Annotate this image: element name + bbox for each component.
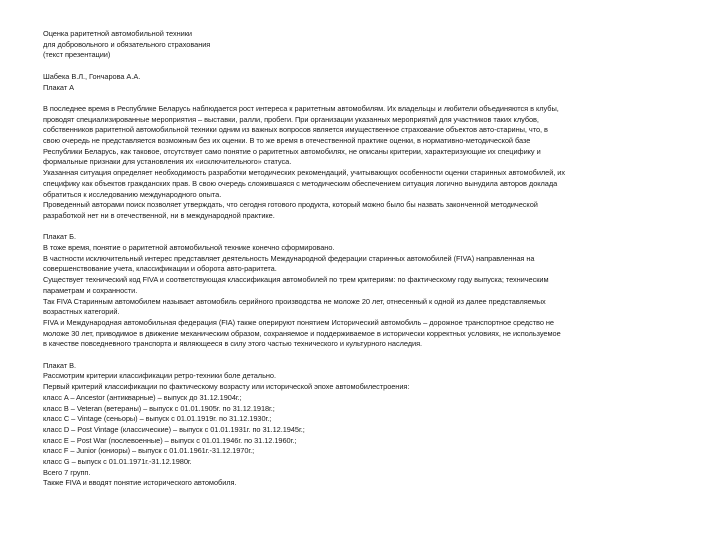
paragraph-line: Проведенный авторами поиск позволяет утверждать, что сегодня готового продукта, который можно было бы назвать законченной методической xyxy=(43,200,538,210)
title-line: Оценка раритетной автомобильной техники xyxy=(43,29,192,38)
class-list-item: класс F – Junior (юниоры) – выпуск с 01.01.1961г.-31.12.1970г.; xyxy=(43,446,255,456)
paragraph-line: FIVA и Международная автомобильная федерация (FIA) также оперируют понятием Исторический автомобиль – дорожное транспортное средство не xyxy=(43,317,554,327)
paragraph-line: Республики Беларусь, как таковое, отсутствует само понятие о раритетных автомобилях, не описаны критерии, характеризующие их специфику и xyxy=(43,146,541,156)
paragraph-line: Первый критерий классификации по фактическому возрасту или исторической эпохе автомобилестроения: xyxy=(43,382,410,392)
paragraph-line: совершенствование учета, классификации и оборота авто-раритета. xyxy=(43,264,277,274)
paragraph-line: Существует технический код FIVA и соответствующая классификация автомобилей по трем критериям: по фактическому году выпуска; техническим xyxy=(43,275,549,285)
paragraph-line: специфику как объектов гражданских прав. В свою очередь сложившаяся с методическим обеспечением ситуация логично вынудила авторов доклада xyxy=(43,178,558,188)
title-block xyxy=(43,29,675,61)
paragraph-line: формальные признаки для установления их «исключительного» статуса. xyxy=(43,157,292,167)
poster-a-heading: Плакат А xyxy=(43,82,75,92)
title-line: (текст презентации) xyxy=(43,50,111,60)
paragraph-line: собственников раритетной автомобильной техники одним из важных вопросов является имущественное страхование объектов авто-старины, что, в xyxy=(43,125,548,135)
paragraph-line: обратиться к исследованию международного опыта. xyxy=(43,189,222,199)
paragraph-line: Так FIVA Старинным автомобилем называет автомобиль серийного производства не моложе 20 лет, отнесенный к одной из далее представляемых xyxy=(43,296,546,306)
paragraph-line: моложе 30 лет, приводимое в движение механическим образом, сохраняемое и поддерживаемое в исторически корректных условиях, не используемое xyxy=(43,328,561,338)
paragraph-line: в качестве повседневного транспорта и являющееся в силу этого частью технического и культурного наследия. xyxy=(43,339,423,349)
paragraph-line: проводят специализированные мероприятия – выставки, ралли, пробеги. При организации указанных мероприятий для участников таких клубов, xyxy=(43,114,539,124)
paragraph-line: В тоже время, понятие о раритетной автомобильной технике конечно сформировано. xyxy=(43,243,335,253)
paragraph-line: Также FIVA и вводят понятие исторического автомобиля. xyxy=(43,478,237,488)
class-list-item: класс E – Post War (послевоенные) – выпуск с 01.01.1946г. по 31.12.1960г.; xyxy=(43,435,297,445)
class-list-item: класс A – Ancestor (антикварные) – выпуск до 31.12.1904г.; xyxy=(43,392,242,402)
paragraph-line: свою очередь не представляется возможным без их оценки. В то же время в отечественной практике оценки, в нормативно-методической базе xyxy=(43,136,531,145)
poster-v-heading: Плакат В. xyxy=(43,360,77,370)
document-page xyxy=(43,29,675,489)
paragraph-line: разработкой нет ни в отечественной, ни в международной практике. xyxy=(43,210,275,220)
class-list-item: класс D – Post Vintage (классические) – выпуск с 01.01.1931г. по 31.12.1945г.; xyxy=(43,424,305,434)
paragraph-line: возрастных категорий. xyxy=(43,307,120,317)
authors-block xyxy=(43,72,675,93)
paragraph-line: В последнее время в Республике Беларусь наблюдается рост интереса к раритетным автомобилям. Их владельцы и любители объединяются в клубы, xyxy=(43,103,559,113)
paragraph-line: Рассмотрим критерии классификации ретро-техники боле детально. xyxy=(43,371,276,381)
class-list-item: класс C – Vintage (сеньоры) – выпуск с 01.01.1919г. по 31.12.1930г.; xyxy=(43,414,272,424)
paragraph-line: Всего 7 групп. xyxy=(43,467,91,477)
paragraph-line: Указанная ситуация определяет необходимость разработки методических рекомендаций, учитывающих особенности оценки старинных автомобилей, их xyxy=(43,168,566,178)
title-line: для добровольного и обязательного страхования xyxy=(43,39,211,49)
paragraph-line: В частности исключительный интерес представляет деятельность Международной федерации старинных автомобилей (FIVA) направленная на xyxy=(43,253,535,263)
authors-line: Шабека В.Л., Гончарова А.А. xyxy=(43,71,141,81)
paragraph-line: параметрам и сохранности. xyxy=(43,285,138,295)
poster-b-heading: Плакат Б. xyxy=(43,232,76,242)
section-b xyxy=(43,232,675,350)
section-a xyxy=(43,104,675,222)
class-list-item: класс G – выпуск с 01.01.1971г.-31.12.1980г. xyxy=(43,457,192,467)
section-v xyxy=(43,361,675,489)
class-list-item: класс B – Veteran (ветераны) – выпуск с 01.01.1905г. по 31.12.1918г.; xyxy=(43,403,275,413)
